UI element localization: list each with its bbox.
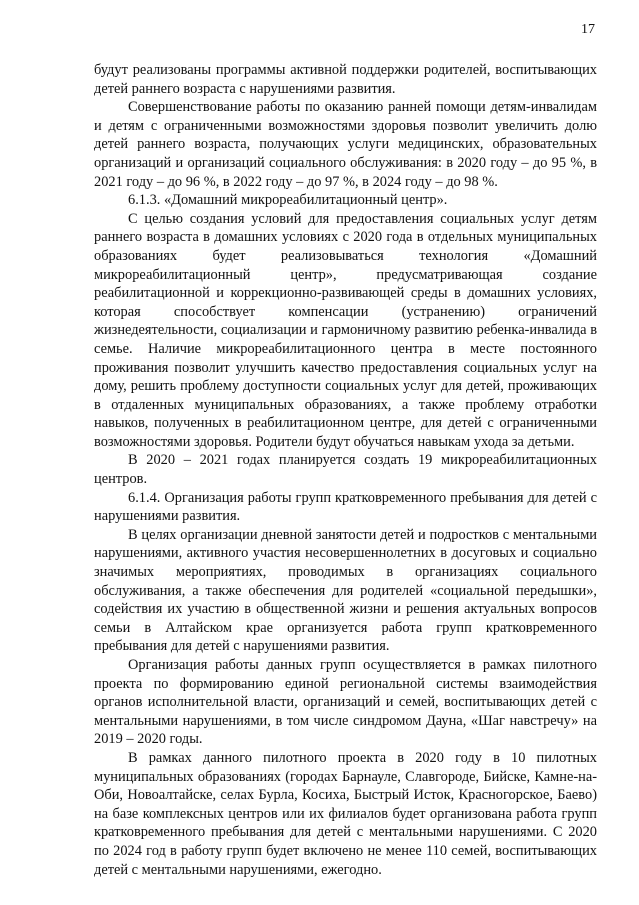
page-number: 17 xyxy=(581,22,595,37)
paragraph-1: будут реализованы программы активной поддержки родителей, воспитывающих детей раннего возраста с нарушениями развития. xyxy=(94,62,597,97)
document-body xyxy=(94,61,597,879)
paragraph-4: С целью создания условий для предоставления социальных услуг детям раннего возраста в домашних условиях с 2020 года в отдельных муниципальных образованиях будет реализовываться технология «Домашний микрореабилитационный центр», предусматривающая создание реабилитационной и коррекционно-развивающей среды в домашних условиях, которая способствует компенсации (устранению) ограничений жизнедеятельности, социализации и гармоничному развитию ребенка-инвалида в семье. Наличие микрореабилитационного центра в месте постоянного проживания позволит улучшить качество предоставления социальных услуг на дому, решить проблему доступности социальных услуг для детей, проживающих в отдаленных муниципальных образованиях, а также проблему отработки навыков, полученных в реабилитационном центре, для детей с ограниченными возможностями здоровья. Родители будут обучаться навыкам ухода за детьми. xyxy=(94,210,597,450)
section-heading-6-1-3: 6.1.3. «Домашний микрореабилитационный центр». xyxy=(128,192,448,209)
paragraph-9: В рамках данного пилотного проекта в 2020 году в 10 пилотных муниципальных образованиях (городах Барнауле, Славгороде, Бийске, Камне-на-Оби, Новоалтайске, селах Бурла, Косиха, Быстрый Исток, Красногорское, Баево) на базе комплексных центров или их филиалов будет организована работа групп кратковременного пребывания для детей с ментальными нарушениями. С 2020 по 2024 год в работу групп будет включено не менее 110 семей, воспитывающих детей с ментальными нарушениями, ежегодно. xyxy=(94,749,597,878)
paragraph-5: В 2020 – 2021 годах планируется создать 19 микрореабилитационных центров. xyxy=(94,452,597,488)
paragraph-8: Организация работы данных групп осуществляется в рамках пилотного проекта по формированию единой региональной системы взаимодействия органов исполнительной власти, организаций и семей, воспитывающих детей с ментальными нарушениями, в том числе синдромом Дауна, «Шаг навстречу» на 2019 – 2020 годы. xyxy=(94,657,597,748)
paragraph-2: Совершенствование работы по оказанию ранней помощи детям-инвалидам и детям с ограниченными возможностями здоровья позволит увеличить долю детей раннего возраста, получающих услуги медицинских, образовательных организаций и организаций социального обслуживания: в 2020 году – до 95 %, в 2021 году – до 96 %, в 2022 году – до 97 %, в 2024 году – до 98 %. xyxy=(94,99,597,190)
paragraph-7: В целях организации дневной занятости детей и подростков с ментальными нарушениями, активного участия несовершеннолетних в досуговых и социально значимых мероприятиях, проводимых в организациях социального обслуживания, а также обеспечения для родителей «социальной передышки», содействия их участию в общественной жизни и решения актуальных вопросов семьи в Алтайском крае организуется работа групп кратковременного пребывания для детей с нарушениями развития. xyxy=(94,526,597,655)
section-heading-6-1-4: 6.1.4. Организация работы групп кратковременного пребывания для детей с нарушениями развития. xyxy=(94,489,597,525)
